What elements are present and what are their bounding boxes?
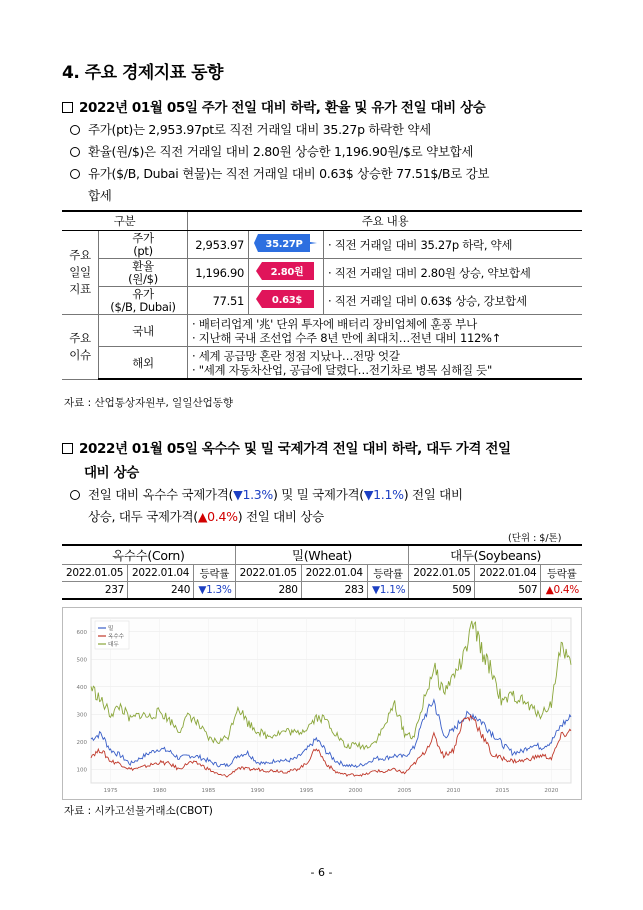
- x-tick-label: 2020: [544, 788, 559, 794]
- section2-title: 2022년 01월 05일 옥수수 및 밀 국제가격 전일 대비 하락, 대두 가격 전일: [62, 437, 511, 457]
- table1-source: 자료 : 산업통상자원부, 일일산업동향: [64, 397, 234, 409]
- section1-bullet-3-cont: 합세: [88, 188, 112, 203]
- chart-source: 자료 : 시카고선물거래소(CBOT): [64, 805, 213, 817]
- square-bullet-icon: [62, 102, 73, 113]
- y-tick-label: 600: [76, 629, 87, 636]
- page-heading: 4. 주요 경제지표 동향: [62, 63, 223, 83]
- section1-bullet-1: 주가(pt)는 2,953.97pt로 직전 거래일 대비 35.27p 하락한 약세: [70, 120, 431, 138]
- foreign-news: · 세계 공급망 혼란 정점 지났나…전망 엇갈 · "세계 자동차산업, 공급에 달렸다…전기차로 병목 심해질 듯": [188, 347, 583, 380]
- up-arrow-icon: [254, 260, 318, 282]
- up-arrow-icon: [254, 288, 318, 310]
- unit-label: (단위 : $/톤): [508, 533, 562, 544]
- plot-area: [91, 618, 571, 783]
- x-tick-label: 2005: [397, 788, 412, 794]
- section2-bullet: 전일 대비 옥수수 국제가격(▼1.3%) 및 밀 국제가격(▼1.1%) 전일 대비: [70, 485, 463, 503]
- soy-change: ▲0.4%: [541, 582, 582, 600]
- wheat-date-1: 2022.01.05: [235, 565, 301, 582]
- soy-date-2: 2022.01.04: [475, 565, 541, 582]
- wheat-value-today: 280: [235, 582, 301, 600]
- wheat-date-2: 2022.01.04: [301, 565, 367, 582]
- circle-bullet-icon: [70, 490, 80, 500]
- corn-change: ▼1.3%: [194, 582, 235, 600]
- domestic-news: · 배터리업계 '兆' 단위 투자에 배터리 장비업체에 훈풍 부나 · 지난해 국내 조선업 수주 8년 만에 최대치…전년 대비 112%↑: [188, 315, 583, 347]
- stock-change-badge: [249, 231, 324, 259]
- soy-value-prev: 507: [475, 582, 541, 600]
- y-tick-label: 100: [76, 767, 87, 774]
- section1-bullet-3: 유가($/B, Dubai 현물)는 직전 거래일 대비 0.63$ 상승한 77.51$/B로 강보: [70, 164, 489, 182]
- x-tick-label: 1995: [299, 788, 314, 794]
- x-tick-label: 2010: [446, 788, 461, 794]
- wheat-change-header: 등락률: [367, 565, 408, 582]
- group-soybeans: 대두(Soybeans): [409, 545, 582, 565]
- wheat-change: ▼1.1%: [367, 582, 408, 600]
- fx-value: 1,196.90: [188, 259, 249, 287]
- soy-value-today: 509: [409, 582, 475, 600]
- section2-title-cont: 대비 상승: [84, 465, 139, 481]
- square-bullet-icon: [62, 443, 73, 454]
- corn-value-today: 237: [62, 582, 128, 600]
- section1-title: 2022년 01월 05일 주가 전일 대비 하락, 환율 및 유가 전일 대비 상승: [62, 96, 485, 116]
- row-label-oil: 유가 ($/B, Dubai): [99, 287, 188, 315]
- group-wheat: 밀(Wheat): [235, 545, 409, 565]
- x-tick-label: 1990: [250, 788, 265, 794]
- chart-svg: [63, 608, 581, 799]
- oil-note: · 직전 거래일 대비 0.63$ 상승, 강보합세: [324, 287, 583, 315]
- key-indicators-table: [62, 210, 582, 380]
- row-label-foreign: 해외: [99, 347, 188, 380]
- legend-entry: 옥수수: [108, 634, 124, 640]
- oil-value: 77.51: [188, 287, 249, 315]
- row-label-fx: 환율 (원/$): [99, 259, 188, 287]
- grain-price-table: [62, 544, 582, 600]
- svg-text:2.80원: 2.80원: [270, 267, 304, 278]
- circle-bullet-icon: [70, 147, 80, 157]
- col-header-category: 구분: [62, 211, 188, 231]
- y-tick-label: 500: [76, 657, 87, 664]
- svg-text:35.27P: 35.27P: [265, 239, 303, 250]
- oil-change-badge: [249, 287, 324, 315]
- circle-bullet-icon: [70, 169, 80, 179]
- circle-bullet-icon: [70, 125, 80, 135]
- section2-bullet-cont: 상승, 대두 국제가격(▲0.4%) 전일 대비 상승: [88, 509, 324, 524]
- group-daily-indicators: 주요 일일 지표: [62, 231, 99, 315]
- col-header-content: 주요 내용: [188, 211, 583, 231]
- corn-change-header: 등락률: [194, 565, 235, 582]
- soy-change-header: 등락률: [541, 565, 582, 582]
- stock-value: 2,953.97: [188, 231, 249, 259]
- row-label-domestic: 국내: [99, 315, 188, 347]
- legend-entry: 밀: [108, 626, 114, 632]
- grain-price-chart: [62, 607, 582, 800]
- group-major-issues: 주요 이슈: [62, 315, 99, 380]
- y-tick-label: 400: [76, 684, 87, 691]
- fx-note: · 직전 거래일 대비 2.80원 상승, 약보합세: [324, 259, 583, 287]
- legend-entry: 대두: [108, 642, 119, 648]
- x-tick-label: 2015: [495, 788, 510, 794]
- group-corn: 옥수수(Corn): [62, 545, 235, 565]
- corn-date-1: 2022.01.05: [62, 565, 128, 582]
- section1-bullet-2: 환율(원/$)은 직전 거래일 대비 2.80원 상승한 1,196.90원/$로 약보합세: [70, 142, 473, 160]
- y-tick-label: 300: [76, 712, 87, 719]
- x-tick-label: 1980: [152, 788, 167, 794]
- row-label-stock: 주가 (pt): [99, 231, 188, 259]
- stock-note: · 직전 거래일 대비 35.27p 하락, 약세: [324, 231, 583, 259]
- fx-change-badge: [249, 259, 324, 287]
- corn-value-prev: 240: [128, 582, 194, 600]
- page-number: - 6 -: [310, 866, 333, 879]
- x-tick-label: 1985: [201, 788, 216, 794]
- y-tick-label: 200: [76, 739, 87, 746]
- soy-date-1: 2022.01.05: [409, 565, 475, 582]
- x-tick-label: 1975: [103, 788, 118, 794]
- corn-date-2: 2022.01.04: [128, 565, 194, 582]
- down-arrow-icon: [254, 232, 318, 254]
- wheat-value-prev: 283: [301, 582, 367, 600]
- svg-text:0.63$: 0.63$: [271, 295, 303, 306]
- x-tick-label: 2000: [348, 788, 363, 794]
